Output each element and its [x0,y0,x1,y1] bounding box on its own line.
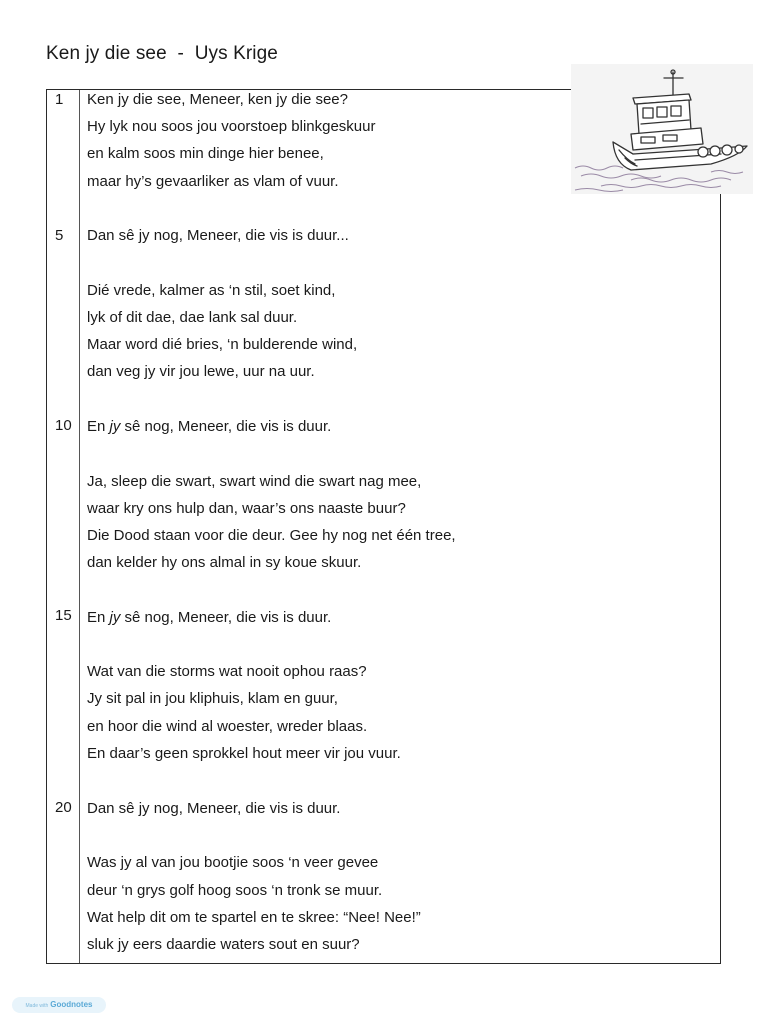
poem-line: Hy lyk nou soos jou voorstoep blinkgeskuur [87,118,376,135]
line-number: 10 [55,417,72,434]
poem-line: Ja, sleep die swart, swart wind die swart nag mee, [87,473,422,490]
column-divider [79,90,80,963]
line-number: 15 [55,607,72,624]
poem-line: Dan sê jy nog, Meneer, die vis is duur. [87,800,341,817]
line-number: 1 [55,91,64,108]
poem-line: dan veg jy vir jou lewe, uur na uur. [87,363,315,380]
page-title: Ken jy die see - Uys Krige [46,43,278,64]
made-with-label: Made with [25,1003,49,1009]
poem-line: deur ‘n grys golf hoog soos ‘n tronk se muur. [87,882,383,899]
poem-line: En jy sê nog, Meneer, die vis is duur. [87,609,332,626]
line-number: 20 [55,799,72,816]
poem-line: Wat help dit om te spartel en te skree: “Nee! Nee!” [87,909,421,926]
poem-line: maar hy’s gevaarliker as vlam of vuur. [87,173,339,190]
poem-line: lyk of dit dae, dae lank sal duur. [87,309,298,326]
poem-line: en hoor die wind al woester, wreder blaas. [87,718,368,735]
poem-line: sluk jy eers daardie waters sout en suur? [87,936,360,953]
brand-label: Goodnotes [50,1000,93,1009]
poem-line: waar kry ons hulp dan, waar’s ons naaste buur? [87,500,406,517]
line-number: 5 [55,227,64,244]
poem-line: Dié vrede, kalmer as ‘n stil, soet kind, [87,282,336,299]
poem-line: Dan sê jy nog, Meneer, die vis is duur... [87,227,349,244]
goodnotes-badge [12,997,106,1013]
fishing-boat-icon [571,64,753,194]
poem-line: Ken jy die see, Meneer, ken jy die see? [87,91,348,108]
poem-line: Wat van die storms wat nooit ophou raas? [87,663,367,680]
poem-line: en kalm soos min dinge hier benee, [87,145,324,162]
poem-line: En jy sê nog, Meneer, die vis is duur. [87,418,332,435]
poem-line: Was jy al van jou bootjie soos ‘n veer gevee [87,854,379,871]
poem-line: Jy sit pal in jou kliphuis, klam en guur, [87,690,338,707]
poem-line: Die Dood staan voor die deur. Gee hy nog net één tree, [87,527,456,544]
poem-line: dan kelder hy ons almal in sy koue skuur. [87,554,362,571]
poem-table [46,89,721,964]
poem-line: Maar word dié bries, ‘n bulderende wind, [87,336,358,353]
poem-line: En daar’s geen sprokkel hout meer vir jou vuur. [87,745,401,762]
